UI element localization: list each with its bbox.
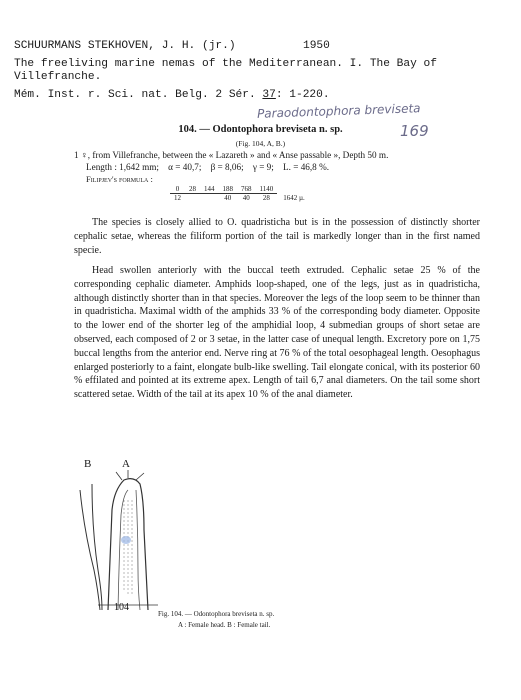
species-heading: 104. — Odontophora breviseta n. sp. <box>178 124 343 135</box>
reference-journal <box>14 89 330 102</box>
specimen-record: 1 ♀, from Villefranche, between the « Lazareth » and « Anse passable », Depth 50 m. <box>74 150 389 160</box>
formula-bottom-5: 28 <box>256 194 278 203</box>
journal-pages: : 1-220. <box>275 89 330 101</box>
formula-label: Filipjev's formula : <box>86 174 153 184</box>
figure-label-a: A <box>122 458 130 470</box>
journal-volume: 37 <box>262 89 276 101</box>
reference-title-line1: The freeliving marine nemas of the Mediterranean. I. The Bay of <box>14 58 437 70</box>
formula-top-2: 144 <box>204 185 215 193</box>
paragraph-description: Head swollen anteriorly with the buccal teeth extruded. Cephalic setae 25 % of the corresponding cephalic diameter. Amphids loop-shaped, one of the legs, just as in quadristicha, although distinctly shorter than in that species. Moreover the legs of the loop seem to be thinner than in quadristicha. Maximal width of the amphids 33 % of the corresponding body diameter. Opposite to the lower end of the shorter leg of the amphidial loop, 4 submedian groups of short setae are observed, each composed of 2 or 3 setae, in the latter case of unequal length. Excretory pore on 1,75 buccal lengths from the anterior end. Nerve ring at 76 % of the total oesophageal length. Oesophagus enlarged posteriorly to a faint, elongate bulb-like swelling. Tail elongate conical, with its posterior 60 % effilated and pointed at its extreme apex. Length of tail 6,7 anal diameters. On the tail some short scattered setae. Width of the tail at its apex 10 % of the anal diameter. <box>74 265 480 401</box>
figure-reference: (Fig. 104, A, B.) <box>235 139 286 148</box>
filipjev-formula <box>170 185 309 202</box>
formula-top-5: 1140 <box>259 185 274 193</box>
handwritten-species-name: Paraodontophora breviseta <box>256 101 421 121</box>
formula-top-0: 0 <box>175 185 180 193</box>
handwritten-page-number: 169 <box>400 122 429 140</box>
nematode-sketch <box>66 470 176 618</box>
figure-number: 104 <box>114 602 129 613</box>
figure-label-b: B <box>84 458 92 470</box>
journal-prefix: Mém. Inst. r. Sci. nat. Belg. 2 Sér. <box>14 89 256 101</box>
formula-bottom-0: 12 <box>170 194 185 203</box>
formula-bottom-4: 40 <box>237 194 256 203</box>
formula-top-3: 188 <box>222 185 233 193</box>
figure-caption-line2: A : Female head. B : Female tail. <box>178 621 271 629</box>
paragraph-comparison: The species is closely allied to O. quadristicha but is in the possession of distinctly shorter cephalic setae, whereas the filiform portion of the tail is markedly longer than in the first named specie. <box>74 217 480 256</box>
measurements: Length : 1,642 mm; α = 40,7; β = 8,06; γ = 9; L. = 46,8 %. <box>86 162 330 172</box>
reference-title-line2: Villefranche. <box>14 71 102 83</box>
figure-drawing <box>66 458 176 618</box>
formula-bottom-3: 40 <box>219 194 238 203</box>
reference-author: SCHUURMANS STEKHOVEN, J. H. (jr.) <box>14 40 236 52</box>
formula-top-4: 768 <box>241 185 252 193</box>
formula-bottom-1 <box>185 194 200 203</box>
reference-year: 1950 <box>303 40 330 52</box>
figure-caption-line1: Fig. 104. — Odontophora breviseta n. sp. <box>158 610 275 618</box>
reference-author-line <box>14 40 236 53</box>
formula-total: 1642 µ. <box>283 193 305 202</box>
formula-bottom-2 <box>200 194 219 203</box>
formula-top-1: 28 <box>189 185 196 193</box>
